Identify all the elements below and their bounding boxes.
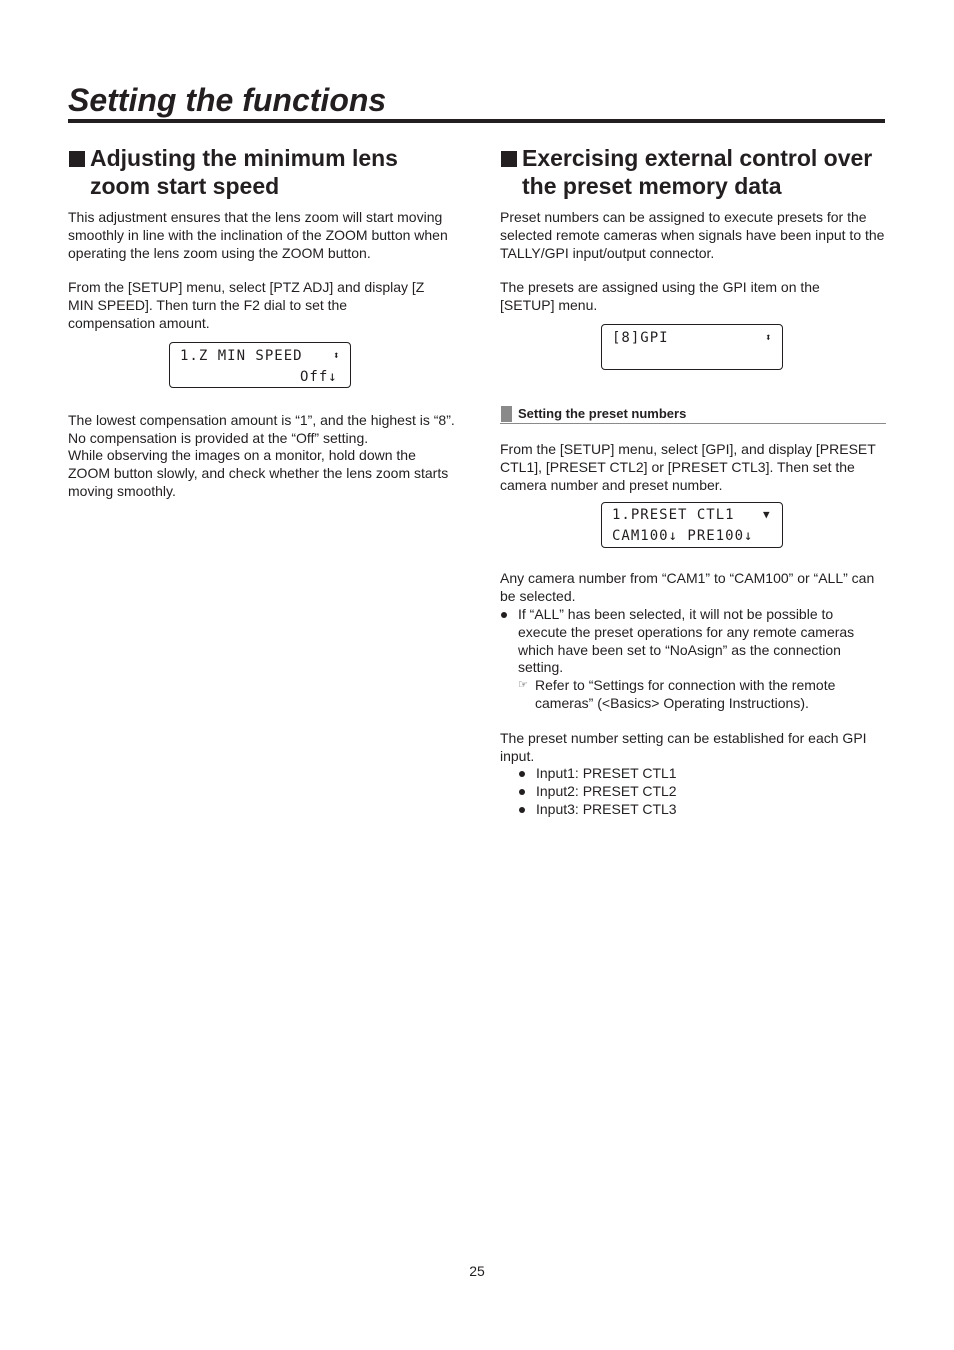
page-title: Setting the functions <box>68 82 387 118</box>
section-heading-external-control <box>500 144 886 200</box>
lcd-display-gpi <box>601 324 783 370</box>
lcd-line-1: 1.Z MIN SPEED <box>180 347 303 364</box>
observe-paragraph: While observing the images on a monitor, hold down the ZOOM button slowly, and check whether the lens zoom starts moving smoothly. <box>68 447 449 499</box>
lcd-line-2: CAM100↓ PRE100↓ <box>612 528 754 545</box>
title-rule <box>68 119 885 123</box>
bullet-icon <box>519 807 525 813</box>
list-item-text: Input3: PRESET CTL3 <box>536 800 677 817</box>
bullet-icon <box>519 789 525 795</box>
lcd-line-2: Off↓ <box>300 368 338 385</box>
up-down-arrow-icon: ⬍ <box>765 330 773 344</box>
setup-instructions-paragraph: From the [SETUP] menu, select [PTZ ADJ] and display [Z MIN SPEED]. Then turn the F2 dial to set the compensation amount. <box>68 279 425 331</box>
intro-paragraph: Preset numbers can be assigned to execute presets for the selected remote cameras when signals have been input to the TALLY/GPI input/output connector. <box>500 209 885 261</box>
list-item-text: Input2: PRESET CTL2 <box>536 783 677 800</box>
section-heading-zoom-speed <box>68 144 460 200</box>
right-column <box>500 144 886 819</box>
input-list <box>500 765 886 818</box>
reference-text: Refer to “Settings for connection with the remote cameras” (<Basics> Operating Instructions). <box>535 677 836 711</box>
section-heading-text: Exercising external control over the preset memory data <box>522 145 873 199</box>
gpi-paragraph: The presets are assigned using the GPI item on the [SETUP] menu. <box>500 279 820 314</box>
lcd-line-1: [8]GPI <box>612 329 669 346</box>
left-column <box>68 144 460 501</box>
reference-hand-icon: ☞ <box>518 679 528 692</box>
list-item-text: Input1: PRESET CTL1 <box>536 765 677 782</box>
list-item <box>500 783 886 801</box>
subheading-marker-icon <box>501 406 512 422</box>
camera-number-paragraph: Any camera number from “CAM1” to “CAM100” or “ALL” can be selected. <box>500 570 875 605</box>
intro-paragraph: This adjustment ensures that the lens zoom will start moving smoothly in line with the inclination of the ZOOM button when operating the lens zoom using the ZOOM button. <box>68 209 448 261</box>
lcd-display-preset-ctl <box>601 502 783 548</box>
section-heading-text: Adjusting the minimum lens zoom start speed <box>90 145 398 199</box>
subheading-text: Setting the preset numbers <box>518 405 687 421</box>
lcd-display-z-min-speed <box>169 342 351 388</box>
bullet-icon <box>519 771 525 777</box>
bullet-icon <box>501 612 507 618</box>
reference-note <box>500 677 886 713</box>
all-camera-note <box>500 606 886 677</box>
no-compensation-paragraph: No compensation is provided at the “Off” setting. <box>68 429 369 446</box>
down-triangle-icon: ▼ <box>763 508 771 522</box>
preset-instructions-paragraph: From the [SETUP] menu, select [GPI], and display [PRESET CTL1], [PRESET CTL2] or [PRESET CTL3]. Then set the camera number and preset number. <box>500 440 876 493</box>
bullet-text: If “ALL” has been selected, it will not be possible to execute the preset operations for any remote cameras which have been set to “NoAsign” as the connection setting. <box>518 605 855 676</box>
subheading-preset-numbers <box>500 406 886 424</box>
up-down-arrow-icon: ⬍ <box>333 348 341 362</box>
square-bullet-icon <box>69 151 85 167</box>
list-item <box>500 765 886 783</box>
page-number: 25 <box>469 1263 485 1279</box>
lcd-line-1: 1.PRESET CTL1 <box>612 507 735 524</box>
square-bullet-icon <box>501 151 517 167</box>
list-item <box>500 801 886 819</box>
compensation-range-paragraph: The lowest compensation amount is “1”, and the highest is “8”. <box>68 411 455 428</box>
gpi-input-paragraph: The preset number setting can be established for each GPI input. <box>500 729 867 764</box>
